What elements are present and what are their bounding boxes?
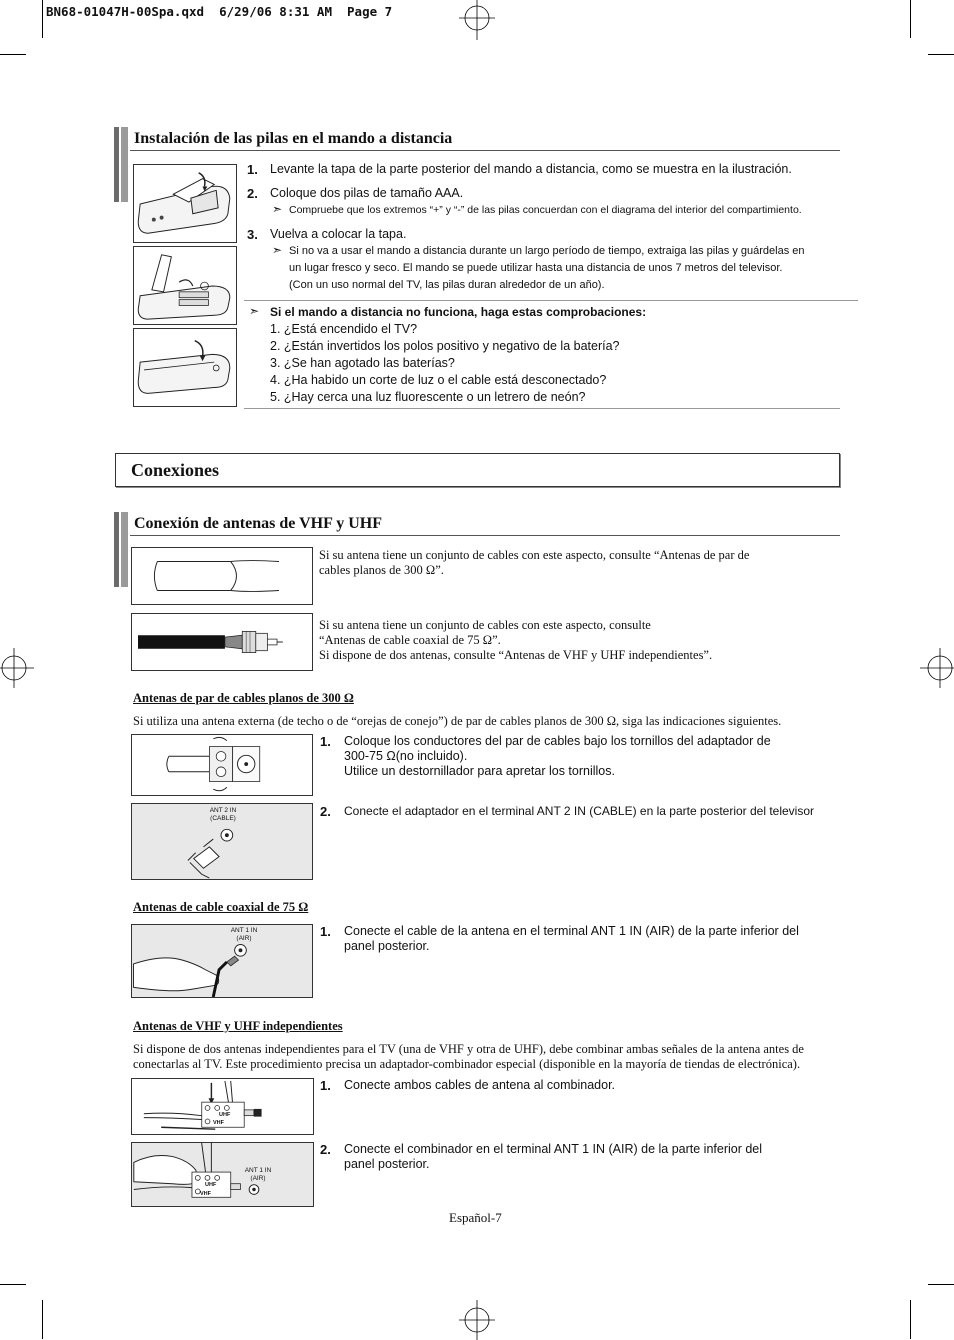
- intro-text: “Antenas de cable coaxial de 75 Ω”.: [319, 633, 501, 647]
- crop-mark: [0, 54, 26, 55]
- combiner-to-ant1-image: [131, 1142, 314, 1207]
- check-title: Si el mando a distancia no funciona, haga estas comprobaciones:: [270, 305, 647, 319]
- step-text: panel posterior.: [344, 939, 430, 953]
- subsection-title: Antenas de cable coaxial de 75 Ω: [133, 900, 309, 914]
- crop-mark: [928, 1284, 954, 1285]
- adapter-300-75-image: [131, 734, 313, 796]
- note-text: (Con un uso normal del TV, las pilas duran alrededor de un año).: [289, 279, 605, 291]
- subsection-intro: conectarlas al TV. Este procedimiento precisa un adaptador-combinador especial (disponible en la mayoría de tiendas de electrónica).: [133, 1057, 801, 1071]
- step-number: 2.: [247, 186, 258, 201]
- flat-twin-lead-image: [131, 547, 313, 605]
- divider: [244, 408, 840, 409]
- coaxial-cable-image: [131, 613, 313, 671]
- step-text: Levante la tapa de la parte posterior del mando a distancia, como se muestra en la ilustración.: [270, 162, 792, 176]
- note-arrow-icon: ➣: [272, 243, 283, 257]
- remote-insert-batteries-image: [133, 246, 237, 325]
- ant1-air-connection-image: [131, 924, 313, 998]
- step-text: Conecte el combinador en el terminal ANT 1 IN (AIR) de la parte inferior del: [344, 1142, 763, 1156]
- section-title: Conexión de antenas de VHF y UHF: [134, 515, 383, 532]
- uhf-label: UHF: [219, 1112, 231, 1118]
- subsection-intro: Si utiliza una antena externa (de techo o de “orejas de conejo”) de par de cables planos de 300 Ω, siga las indicaciones siguientes.: [133, 714, 782, 728]
- divider: [130, 150, 840, 151]
- crop-mark: [910, 0, 911, 38]
- ant2-cable-connection-image: [131, 803, 313, 880]
- registration-mark-icon: [457, 0, 497, 40]
- step-text: Conecte el adaptador en el terminal ANT 2 IN (CABLE) en la parte posterior del televisor: [344, 804, 815, 818]
- crop-mark: [910, 1300, 911, 1339]
- chapter-header: [115, 453, 840, 487]
- section-bar: [114, 127, 128, 202]
- divider: [130, 535, 840, 536]
- vhf-label: VHF: [213, 1120, 224, 1126]
- subsection-title: Antenas de par de cables planos de 300 Ω: [133, 691, 354, 705]
- crop-mark: [0, 1284, 26, 1285]
- terminal-label: ANT 1 IN (AIR): [230, 927, 258, 942]
- step-text: Vuelva a colocar la tapa.: [270, 227, 407, 241]
- step-number: 2.: [320, 1142, 331, 1157]
- subsection-title: Antenas de VHF y UHF independientes: [133, 1019, 343, 1033]
- step-number: 1.: [320, 924, 331, 939]
- step-number: 2.: [320, 804, 331, 819]
- crop-mark: [928, 54, 954, 55]
- registration-mark-icon: [457, 1300, 497, 1340]
- step-number: 1.: [320, 734, 331, 749]
- crop-mark: [42, 0, 43, 38]
- step-text: Coloque dos pilas de tamaño AAA.: [270, 186, 464, 200]
- crop-mark: [42, 1300, 43, 1339]
- step-text: panel posterior.: [344, 1157, 430, 1171]
- check-item: 4. ¿Ha habido un corte de luz o el cable está desconectado?: [270, 373, 607, 387]
- check-item: 2. ¿Están invertidos los polos positivo y negativo de la batería?: [270, 339, 620, 353]
- note-arrow-icon: ➣: [249, 304, 260, 318]
- print-slug: BN68-01047H-00Spa.qxd 6/29/06 8:31 AM Page 7: [46, 4, 393, 19]
- section-bar: [114, 512, 128, 587]
- note-arrow-icon: ➣: [272, 202, 283, 216]
- subsection-intro: Si dispone de dos antenas independientes para el TV (una de VHF y otra de UHF), debe combinar ambas señales de la antena antes de: [133, 1042, 804, 1056]
- note-text: Compruebe que los extremos “+” y “-” de las pilas concuerdan con el diagrama del interior del compartimiento.: [289, 204, 802, 216]
- step-number: 3.: [247, 227, 258, 242]
- check-item: 5. ¿Hay cerca una luz fluorescente o un letrero de neón?: [270, 390, 586, 404]
- divider: [244, 300, 858, 301]
- remote-open-cover-image: [133, 164, 237, 243]
- step-text: Conecte el cable de la antena en el terminal ANT 1 IN (AIR) de la parte inferior del: [344, 924, 799, 938]
- intro-text: Si su antena tiene un conjunto de cables con este aspecto, consulte: [319, 618, 651, 632]
- section-title: Instalación de las pilas en el mando a distancia: [134, 130, 453, 147]
- intro-text: cables planos de 300 Ω”.: [319, 563, 444, 577]
- combiner-image: [131, 1078, 314, 1135]
- step-text: Utilice un destornillador para apretar los tornillos.: [344, 764, 615, 778]
- note-text: un lugar fresco y seco. El mando se puede utilizar hasta una distancia de unos 7 metros del televisor.: [289, 262, 783, 274]
- step-number: 1.: [320, 1078, 331, 1093]
- check-item: 3. ¿Se han agotado las baterías?: [270, 356, 455, 370]
- page-number: Español-7: [449, 1210, 502, 1225]
- step-text: Conecte ambos cables de antena al combinador.: [344, 1078, 616, 1092]
- intro-text: Si dispone de dos antenas, consulte “Antenas de VHF y UHF independientes”.: [319, 648, 713, 662]
- terminal-label: ANT 1 IN (AIR): [244, 1167, 272, 1182]
- registration-mark-icon: [0, 648, 40, 688]
- chapter-title: Conexiones: [131, 460, 220, 480]
- intro-text: Si su antena tiene un conjunto de cables con este aspecto, consulte “Antenas de par de: [319, 548, 750, 562]
- uhf-label: UHF: [205, 1182, 217, 1188]
- note-text: Si no va a usar el mando a distancia durante un largo período de tiempo, extraiga las pilas y guárdelas en: [289, 245, 805, 257]
- step-text: Coloque los conductores del par de cables bajo los tornillos del adaptador de: [344, 734, 771, 748]
- vhf-label: VHF: [200, 1191, 211, 1197]
- step-text: 300-75 Ω(no incluido).: [344, 749, 468, 763]
- terminal-label: ANT 2 IN (CABLE): [209, 807, 237, 822]
- registration-mark-icon: [914, 648, 954, 688]
- step-number: 1.: [247, 162, 258, 177]
- check-item: 1. ¿Está encendido el TV?: [270, 322, 418, 336]
- remote-close-cover-image: [133, 328, 237, 407]
